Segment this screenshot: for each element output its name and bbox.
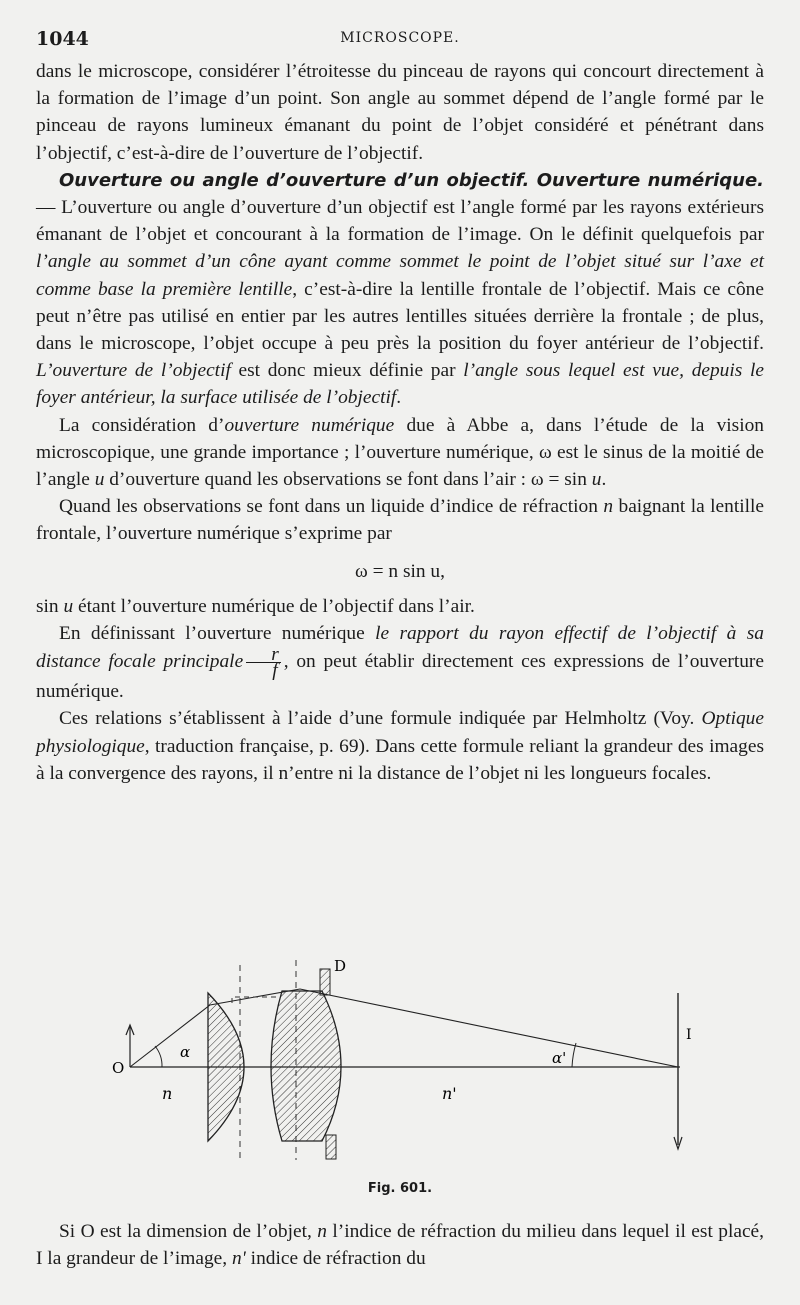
p2-text-1: — L’ouverture ou angle d’ouverture d’un objectif est l’angle formé par les rayons extérieurs émanant de l’objet et concourant à la formation de l’image. On le définit quelquefois par bbox=[36, 197, 764, 246]
body-text-continued bbox=[36, 1218, 764, 1272]
p3-text-2: due à Abbe a, dans l’étude de la vision microscopique, une grande importance ; l’ouverture numérique, ω est le sinus de la moitié de l’angle bbox=[36, 414, 765, 491]
p4-text-1: Quand les observations se font dans un liquide d’indice de réfraction bbox=[59, 496, 604, 518]
section-heading: Ouverture ou angle d’ouverture d’un objectif. Ouverture numérique. bbox=[59, 169, 764, 191]
p8-italic-1: n bbox=[317, 1221, 327, 1242]
label-alpha: α bbox=[180, 1043, 191, 1061]
paragraph-5 bbox=[36, 593, 764, 620]
paragraph-1-text: dans le microscope, considérer l’étroitesse du pinceau de rayons qui concourt directement à la formation de l’image d’un point. Son angle au sommet dépend de l’angle formé par le pinceau de rayons lumineux émanant du point de l’objet considéré et pénétrant dans l’objectif, c’est-à-dire de l’ouverture de l’objectif. bbox=[36, 61, 764, 164]
page-header bbox=[36, 28, 764, 54]
p3-text-3: d’ouverture quand les observations se font dans l’air : ω = sin bbox=[104, 469, 592, 491]
p6-italic-1: le rapport du rayon effectif de l’objectif à sa distance focale principale bbox=[36, 623, 764, 673]
p8-text-3: indice de réfraction du bbox=[245, 1248, 426, 1270]
p5-italic-1: u bbox=[63, 595, 74, 617]
p8-text-2: l’indice de réfraction du milieu dans lequel il est placé, I la grandeur de l’image, bbox=[36, 1221, 765, 1270]
figure-caption: Fig. 601. bbox=[367, 1181, 433, 1196]
p5-text-1: sin bbox=[36, 595, 64, 617]
equation: ω = n sin u, bbox=[355, 560, 445, 582]
p2-italic-1: l’angle au sommet d’un cône ayant comme sommet le point de l’objet situé sur l’axe et comme base la première lentille bbox=[36, 251, 764, 300]
paragraph-4 bbox=[36, 493, 764, 547]
paragraph-7 bbox=[36, 705, 764, 787]
p3-text-4: . bbox=[601, 469, 607, 491]
p8-italic-2: n' bbox=[231, 1248, 246, 1270]
paragraph-2 bbox=[36, 167, 764, 412]
p2-italic-3: l’angle sous lequel est vue, depuis le foyer antérieur, la surface utilisée de l’objectif bbox=[36, 360, 764, 409]
fraction-r-over-f bbox=[246, 644, 281, 682]
diaphragm-top bbox=[320, 969, 330, 995]
paragraph-8 bbox=[36, 1218, 764, 1272]
p3-italic-2: u bbox=[94, 469, 105, 491]
angle-alpha-arc bbox=[155, 1046, 162, 1067]
optics-figure bbox=[110, 955, 710, 1160]
p7-italic-1: Optique physiologique bbox=[36, 708, 764, 757]
p2-text-2: , c’est-à-dire la lentille frontale de l’objectif. Mais ce cône peut n’être pas utilisé en entier par les autres lentilles situées derrière la frontale ; de plus, dans le microscope, l’objet occupe à peu près la position du foyer antérieur de l’objectif. bbox=[36, 278, 764, 355]
paragraph-6 bbox=[36, 620, 764, 705]
label-n-prime: n' bbox=[442, 1084, 457, 1103]
p2-text-4: . bbox=[396, 387, 402, 409]
diaphragm-bottom bbox=[326, 1135, 336, 1159]
front-lens bbox=[208, 993, 244, 1141]
label-alpha-prime: α' bbox=[552, 1049, 567, 1067]
paragraph-3 bbox=[36, 412, 764, 494]
p3-text-1: La considération d’ bbox=[59, 414, 225, 436]
p4-text-2: baignant la lentille frontale, l’ouverture numérique s’exprime par bbox=[36, 496, 764, 545]
p3-italic-3: u bbox=[591, 469, 602, 491]
p7-text-1: Ces relations s’établissent à l’aide d’une formule indiquée par Helmholtz (Voy. bbox=[59, 708, 702, 730]
p4-italic-1: n bbox=[603, 496, 614, 518]
label-n: n bbox=[162, 1084, 173, 1103]
second-lens bbox=[271, 991, 341, 1141]
p2-italic-2: L’ouverture de l’objectif bbox=[36, 360, 231, 382]
label-D: D bbox=[334, 957, 347, 975]
p2-text-3: est donc mieux définie par bbox=[230, 360, 464, 382]
body-text bbox=[36, 58, 764, 787]
p8-text-1: Si O est la dimension de l’objet, bbox=[59, 1221, 318, 1242]
p5-text-2: étant l’ouverture numérique de l’objectif dans l’air. bbox=[73, 595, 475, 617]
p6-text-2: , on peut établir directement ces expressions de l’ouverture numérique. bbox=[36, 651, 764, 703]
p7-text-2: , traduction française, p. 69). Dans cette formule reliant la grandeur des images à la convergence des rayons, il n’entre ni la distance de l’objet ni les longueurs focales. bbox=[36, 735, 764, 784]
p3-italic-1: ouverture numérique bbox=[224, 414, 395, 436]
angle-alpha-prime-arc bbox=[572, 1043, 576, 1067]
p6-text-1: En définissant l’ouverture numérique bbox=[59, 623, 376, 645]
label-I: I bbox=[686, 1027, 692, 1043]
fraction-denominator: f bbox=[272, 660, 278, 682]
lens-diagram bbox=[110, 955, 710, 1160]
paragraph-1 bbox=[36, 58, 764, 167]
label-O: O bbox=[112, 1059, 125, 1077]
fraction-numerator: r bbox=[246, 647, 281, 663]
running-title: MICROSCOPE. bbox=[340, 30, 460, 46]
page-number: 1044 bbox=[36, 28, 89, 50]
